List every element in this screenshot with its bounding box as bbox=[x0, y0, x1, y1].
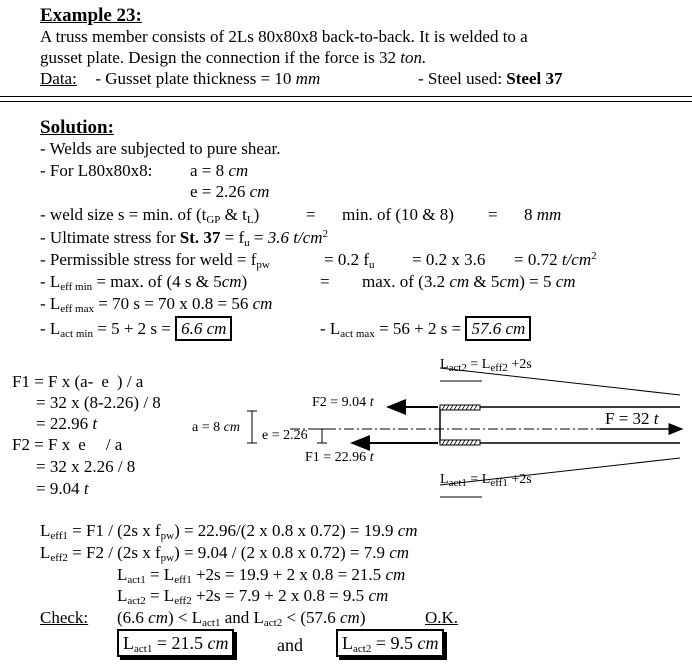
steel-used: - Steel used: Steel 37 bbox=[418, 69, 563, 88]
force-f2-value: = 9.04 t bbox=[36, 479, 89, 498]
solution-a-value: a = 8 cm bbox=[190, 161, 249, 180]
f2-label: F2 = 9.04 t bbox=[312, 395, 374, 410]
solution-line-angle: - For L80x80x8: bbox=[40, 161, 153, 180]
solution-leff-min: - $L_{eff min} = \max$. of (4 s & 5cm) bbox=[40, 272, 248, 293]
weld-min-of: min. of (10 & 8) bbox=[342, 205, 454, 224]
lact-min-box: 6.6 cm bbox=[175, 316, 232, 341]
solution-permissible-stress: - Permissible stress for weld = $f_{pw}$ bbox=[40, 250, 270, 271]
force-f2-formula: F2 = F x e / a bbox=[12, 435, 123, 454]
check-label: Check: bbox=[40, 608, 89, 627]
force-f1-formula: F1 = F x (a- e ) / a bbox=[12, 372, 144, 391]
perm-stress-expr: = 0.2 $f_u$ bbox=[324, 250, 375, 271]
leff-min-value: max. of (3.2 cm & 5cm) = 5 cm bbox=[362, 272, 576, 291]
solution-leff-max: - $L_{eff max} = 70$ s = 70 x 0.8 = 56 cm bbox=[40, 294, 273, 315]
result-lact2: $L_{act2} = L_{eff2} +2s = 7.9 + 2$ x 0.8 = 9.5 cm bbox=[117, 586, 389, 607]
f-label: F = 32 t bbox=[605, 409, 659, 428]
weld-size-value: 8 mm bbox=[524, 205, 562, 224]
a-label: a = 8 cm bbox=[192, 420, 240, 435]
lact2-label: $L_{act2} = L_{eff2} +2s$ bbox=[440, 357, 532, 374]
solution-lact-min: - $L_{act min} = 5 + 2$ s = 6.6 cm bbox=[40, 320, 232, 337]
eq-sign: = bbox=[306, 205, 316, 224]
data-line: Data: - Gusset plate thickness = 10 mm bbox=[40, 69, 321, 88]
result-leff2: $L_{eff2} = F2 / (2s$ x $f_{pw}) = 9.04 / (2$ x 0.8 x 0.72) = 7.9 cm bbox=[40, 543, 410, 564]
result-leff1: $L_{eff1} = F1 / (2s$ x $f_{pw}) = 22.96/(2$ x 0.8 x 0.72) = 19.9 cm bbox=[40, 521, 418, 542]
problem-line-1: A truss member consists of 2Ls 80x80x8 back-to-back. It is welded to a bbox=[40, 27, 528, 46]
data-label: Data: bbox=[40, 69, 77, 88]
e-label: e = 2.26 bbox=[262, 428, 308, 443]
solution-lact-max: - $L_{act max} = 56 + 2$ s = 57.6 cm bbox=[320, 320, 531, 337]
solution-e-value: e = 2.26 cm bbox=[190, 182, 270, 201]
ok-label: O.K. bbox=[425, 608, 459, 627]
solution-weld-size: - weld size s = min. of ($t_{GP}$ & $t_L$) bbox=[40, 205, 260, 226]
perm-stress-value: = 0.72 $t/cm^2$ bbox=[514, 250, 597, 269]
f1-label: F1 = 22.96 t bbox=[305, 450, 374, 465]
example-title: Example 23: bbox=[40, 5, 142, 26]
solution-ultimate-stress: - Ultimate stress for St. $37 = f_u = 3.6$ $t/cm^2$ bbox=[40, 228, 328, 249]
eq-sign: = bbox=[320, 272, 330, 291]
final-lact2: $L_{act2} = 9.5$ cm bbox=[336, 634, 444, 652]
solution-title: Solution: bbox=[40, 117, 114, 138]
perm-stress-calc: = 0.2 x 3.6 bbox=[412, 250, 486, 269]
check-line bbox=[40, 609, 88, 626]
check-expression: (6.6 $cm) < L_{act1}$ and $L_{act2} < (57.6$ cm) bbox=[117, 608, 366, 629]
final-lact1: $L_{act1} = 21.5$ cm bbox=[117, 634, 234, 652]
problem-line-2: gusset plate. Design the connection if the force is 32 ton. bbox=[40, 48, 427, 67]
eq-sign: = bbox=[488, 205, 498, 224]
force-f2-calc: = 32 x 2.26 / 8 bbox=[36, 457, 136, 476]
lact1-label: $L_{act1} = L_{eff1} +2s$ bbox=[440, 472, 532, 489]
lact-max-box: 57.6 cm bbox=[465, 316, 531, 341]
solution-line-shear: - Welds are subjected to pure shear. bbox=[40, 139, 281, 158]
force-f1-calc: = 32 x (8-2.26) / 8 bbox=[36, 393, 161, 412]
force-f1-value: = 22.96 t bbox=[36, 414, 98, 433]
result-lact1: $L_{act1} = L_{eff1} +2s = 19.9 + 2$ x 0.8 = 21.5 cm bbox=[117, 565, 406, 586]
final-and: and bbox=[277, 635, 303, 655]
